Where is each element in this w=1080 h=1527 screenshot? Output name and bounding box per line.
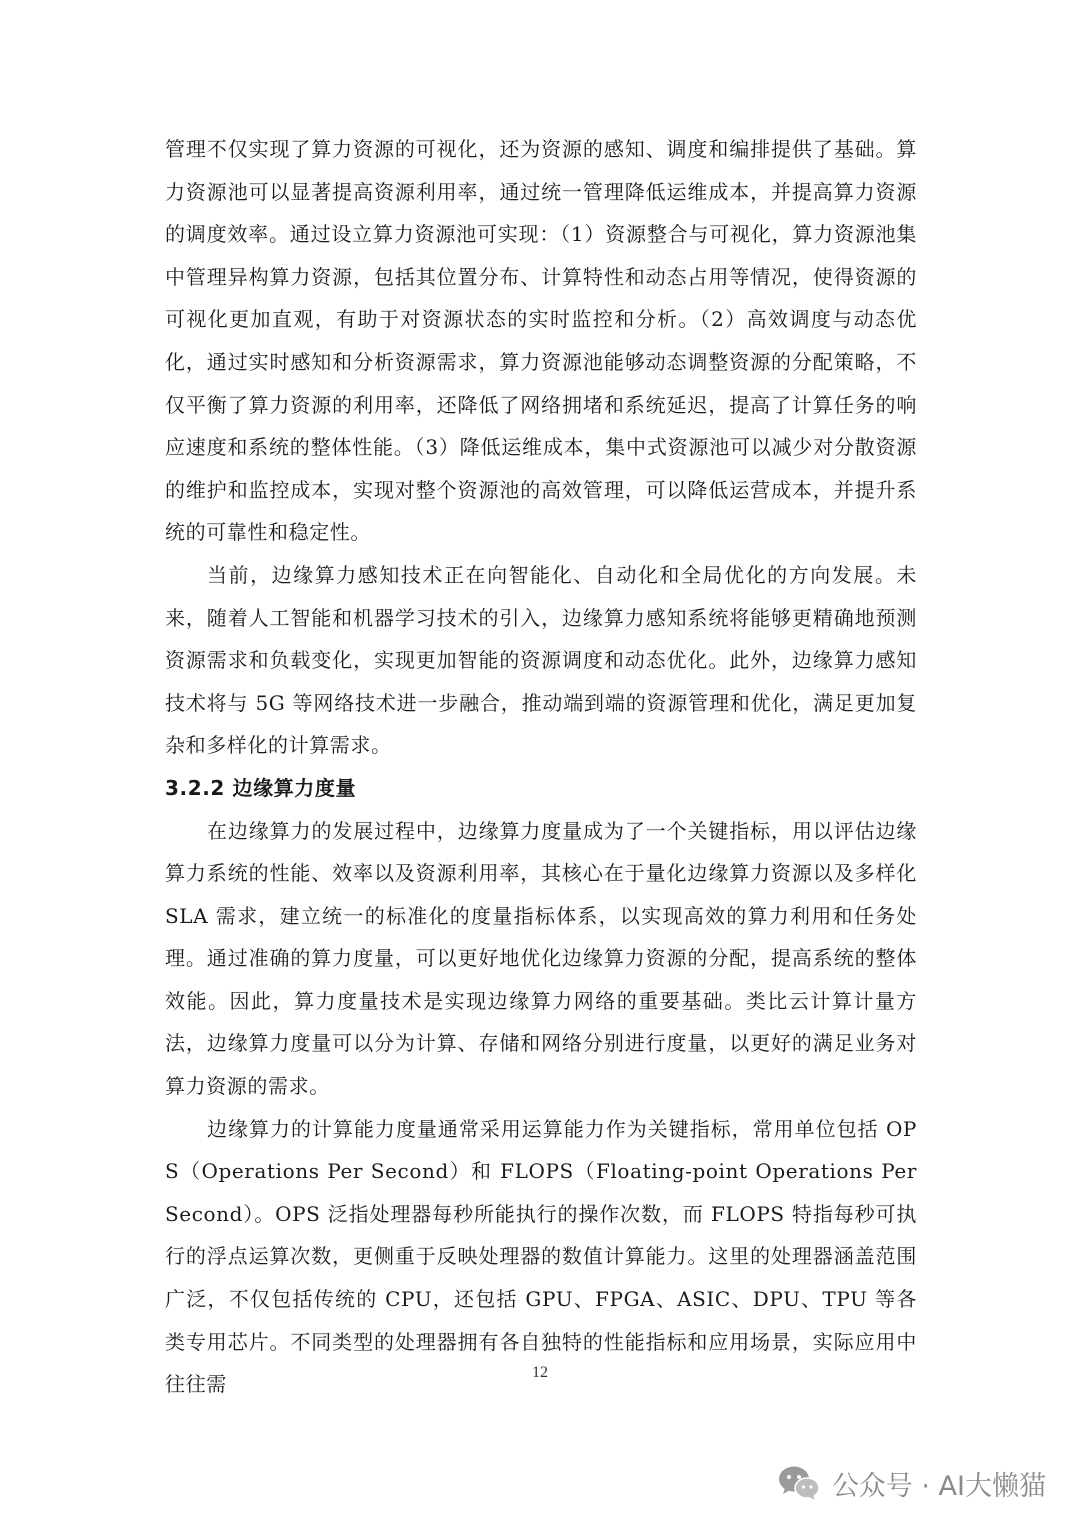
paragraph: 当前，边缘算力感知技术正在向智能化、自动化和全局优化的方向发展。未来，随着人工智能和机器学习技术的引入，边缘算力感知系统将能够更精确地预测资源需求和负载变化，实现更加智能的资源调度和动态优化。此外，边缘算力感知技术将与 5G 等网络技术进一步融合，推动端到端的资源管理和优化，满足更加复杂和多样化的计算需求。 xyxy=(165,562,917,758)
page-number: 12 xyxy=(532,1364,548,1381)
wechat-icon xyxy=(776,1463,822,1503)
paragraph: 边缘算力的计算能力度量通常采用运算能力作为关键指标，常用单位包括 OPS（Operations Per Second）和 FLOPS（Floating-point Operations Per Second）。OPS 泛指处理器每秒所能执行的操作次数，而 FLOPS 特指每秒可执行的浮点运算次数，更侧重于反映处理器的数值计算能力。这里的处理器涵盖范围广泛，不仅包括传统的 CPU，还包括 GPU、FPGA、ASIC、DPU、TPU 等各类专用芯片。不同类型的处理器拥有各自独特的性能指标和应用场景，实际应用中往往需 xyxy=(165,1116,917,1397)
paragraph: 在边缘算力的发展过程中，边缘算力度量成为了一个关键指标，用以评估边缘算力系统的性能、效率以及资源利用率，其核心在于量化边缘算力资源以及多样化 SLA 需求，建立统一的标准化的度量指标体系，以实现高效的算力利用和任务处理。通过准确的算力度量，可以更好地优化边缘算力资源的分配，提高系统的整体效能。因此，算力度量技术是实现边缘算力网络的重要基础。类比云计算计量方法，边缘算力度量可以分为计算、存储和网络分别进行度量，以更好的满足业务对算力资源的需求。 xyxy=(165,818,917,1099)
paragraph: 管理不仅实现了算力资源的可视化，还为资源的感知、调度和编排提供了基础。算力资源池可以显著提高资源利用率，通过统一管理降低运维成本，并提高算力资源的调度效率。通过设立算力资源池可实现：（1）资源整合与可视化，算力资源池集中管理异构算力资源，包括其位置分布、计算特性和动态占用等情况，使得资源的可视化更加直观，有助于对资源状态的实时监控和分析。（2）高效调度与动态优化，通过实时感知和分析资源需求，算力资源池能够动态调整资源的分配策略，不仅平衡了算力资源的利用率，还降低了网络拥堵和系统延迟，提高了计算任务的响应速度和系统的整体性能。（3）降低运维成本，集中式资源池可以减少对分散资源的维护和监控成本，实现对整个资源池的高效管理，可以降低运营成本，并提升系统的可靠性和稳定性。 xyxy=(165,137,917,545)
watermark-text: 公众号 · AI大懒猫 xyxy=(831,1470,1046,1502)
section-heading: 3.2.2 边缘算力度量 xyxy=(165,775,357,800)
watermark xyxy=(776,1458,1046,1508)
document-body xyxy=(165,128,917,1406)
